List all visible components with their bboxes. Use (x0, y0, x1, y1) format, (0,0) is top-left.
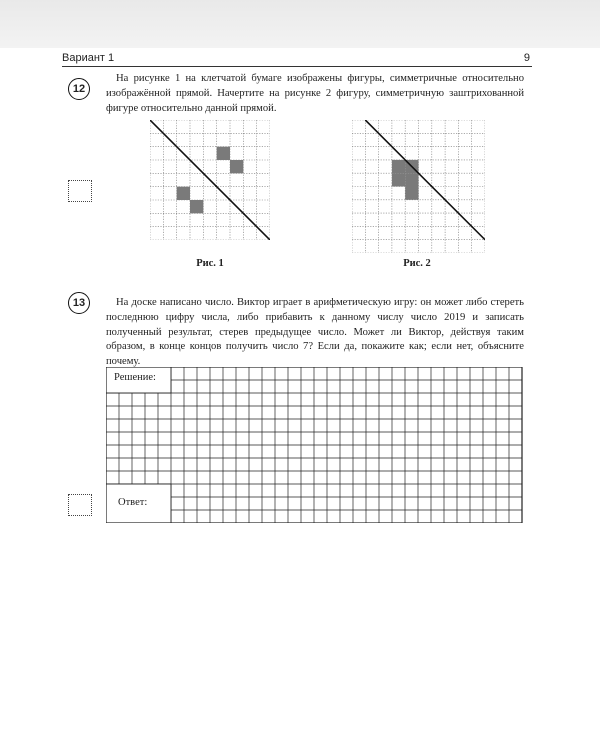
figure-2 (352, 120, 485, 253)
task-13-text: На доске написано число. Виктор играет в арифметическую игру: он может либо стереть последнюю цифру числа, либо прибавить к данному числу число 2019 и записать полученный результат, стерев предыдущее число. Может ли Виктор, действуя таким образом, в конце концов получить число 7? Если да, покажите как; если нет, объясните почему. (106, 297, 524, 368)
answer-label: Ответ: (118, 497, 148, 508)
task-12-text: На рисунке 1 на клетчатой бумаге изображены фигуры, симметричные относительно изображённой прямой. Начертите на рисунке 2 фигуру, симметричную заштрихованной фигуре относительно данной прямой. (106, 73, 524, 114)
fig1-symmetry-line (150, 120, 270, 240)
fig1-cell (230, 160, 243, 173)
fig1-cell (190, 200, 203, 213)
figure-2-caption: Рис. 2 (403, 258, 431, 269)
fig2-cell (405, 173, 418, 186)
task-12-number: 12 (68, 78, 90, 100)
fig2-cell (405, 187, 418, 200)
fig1-cell (177, 187, 190, 200)
solution-label: Решение: (114, 372, 156, 383)
solution-grid-lines (106, 367, 524, 523)
task-13-number: 13 (68, 292, 90, 314)
fig2-cell (392, 173, 405, 186)
task-12-answer-box[interactable] (68, 180, 92, 202)
fig1-cell (217, 147, 230, 160)
page-number: 9 (523, 52, 530, 64)
variant-label: Вариант 1 (62, 52, 115, 64)
task-13-answer-box[interactable] (68, 494, 92, 516)
fig2-symmetry-line (365, 120, 485, 240)
figure-1 (150, 120, 270, 240)
top-band (0, 0, 600, 48)
figure-1-caption: Рис. 1 (196, 258, 224, 269)
solution-grid[interactable] (106, 367, 524, 523)
header-rule (62, 66, 532, 67)
fig2-cell (392, 160, 405, 173)
